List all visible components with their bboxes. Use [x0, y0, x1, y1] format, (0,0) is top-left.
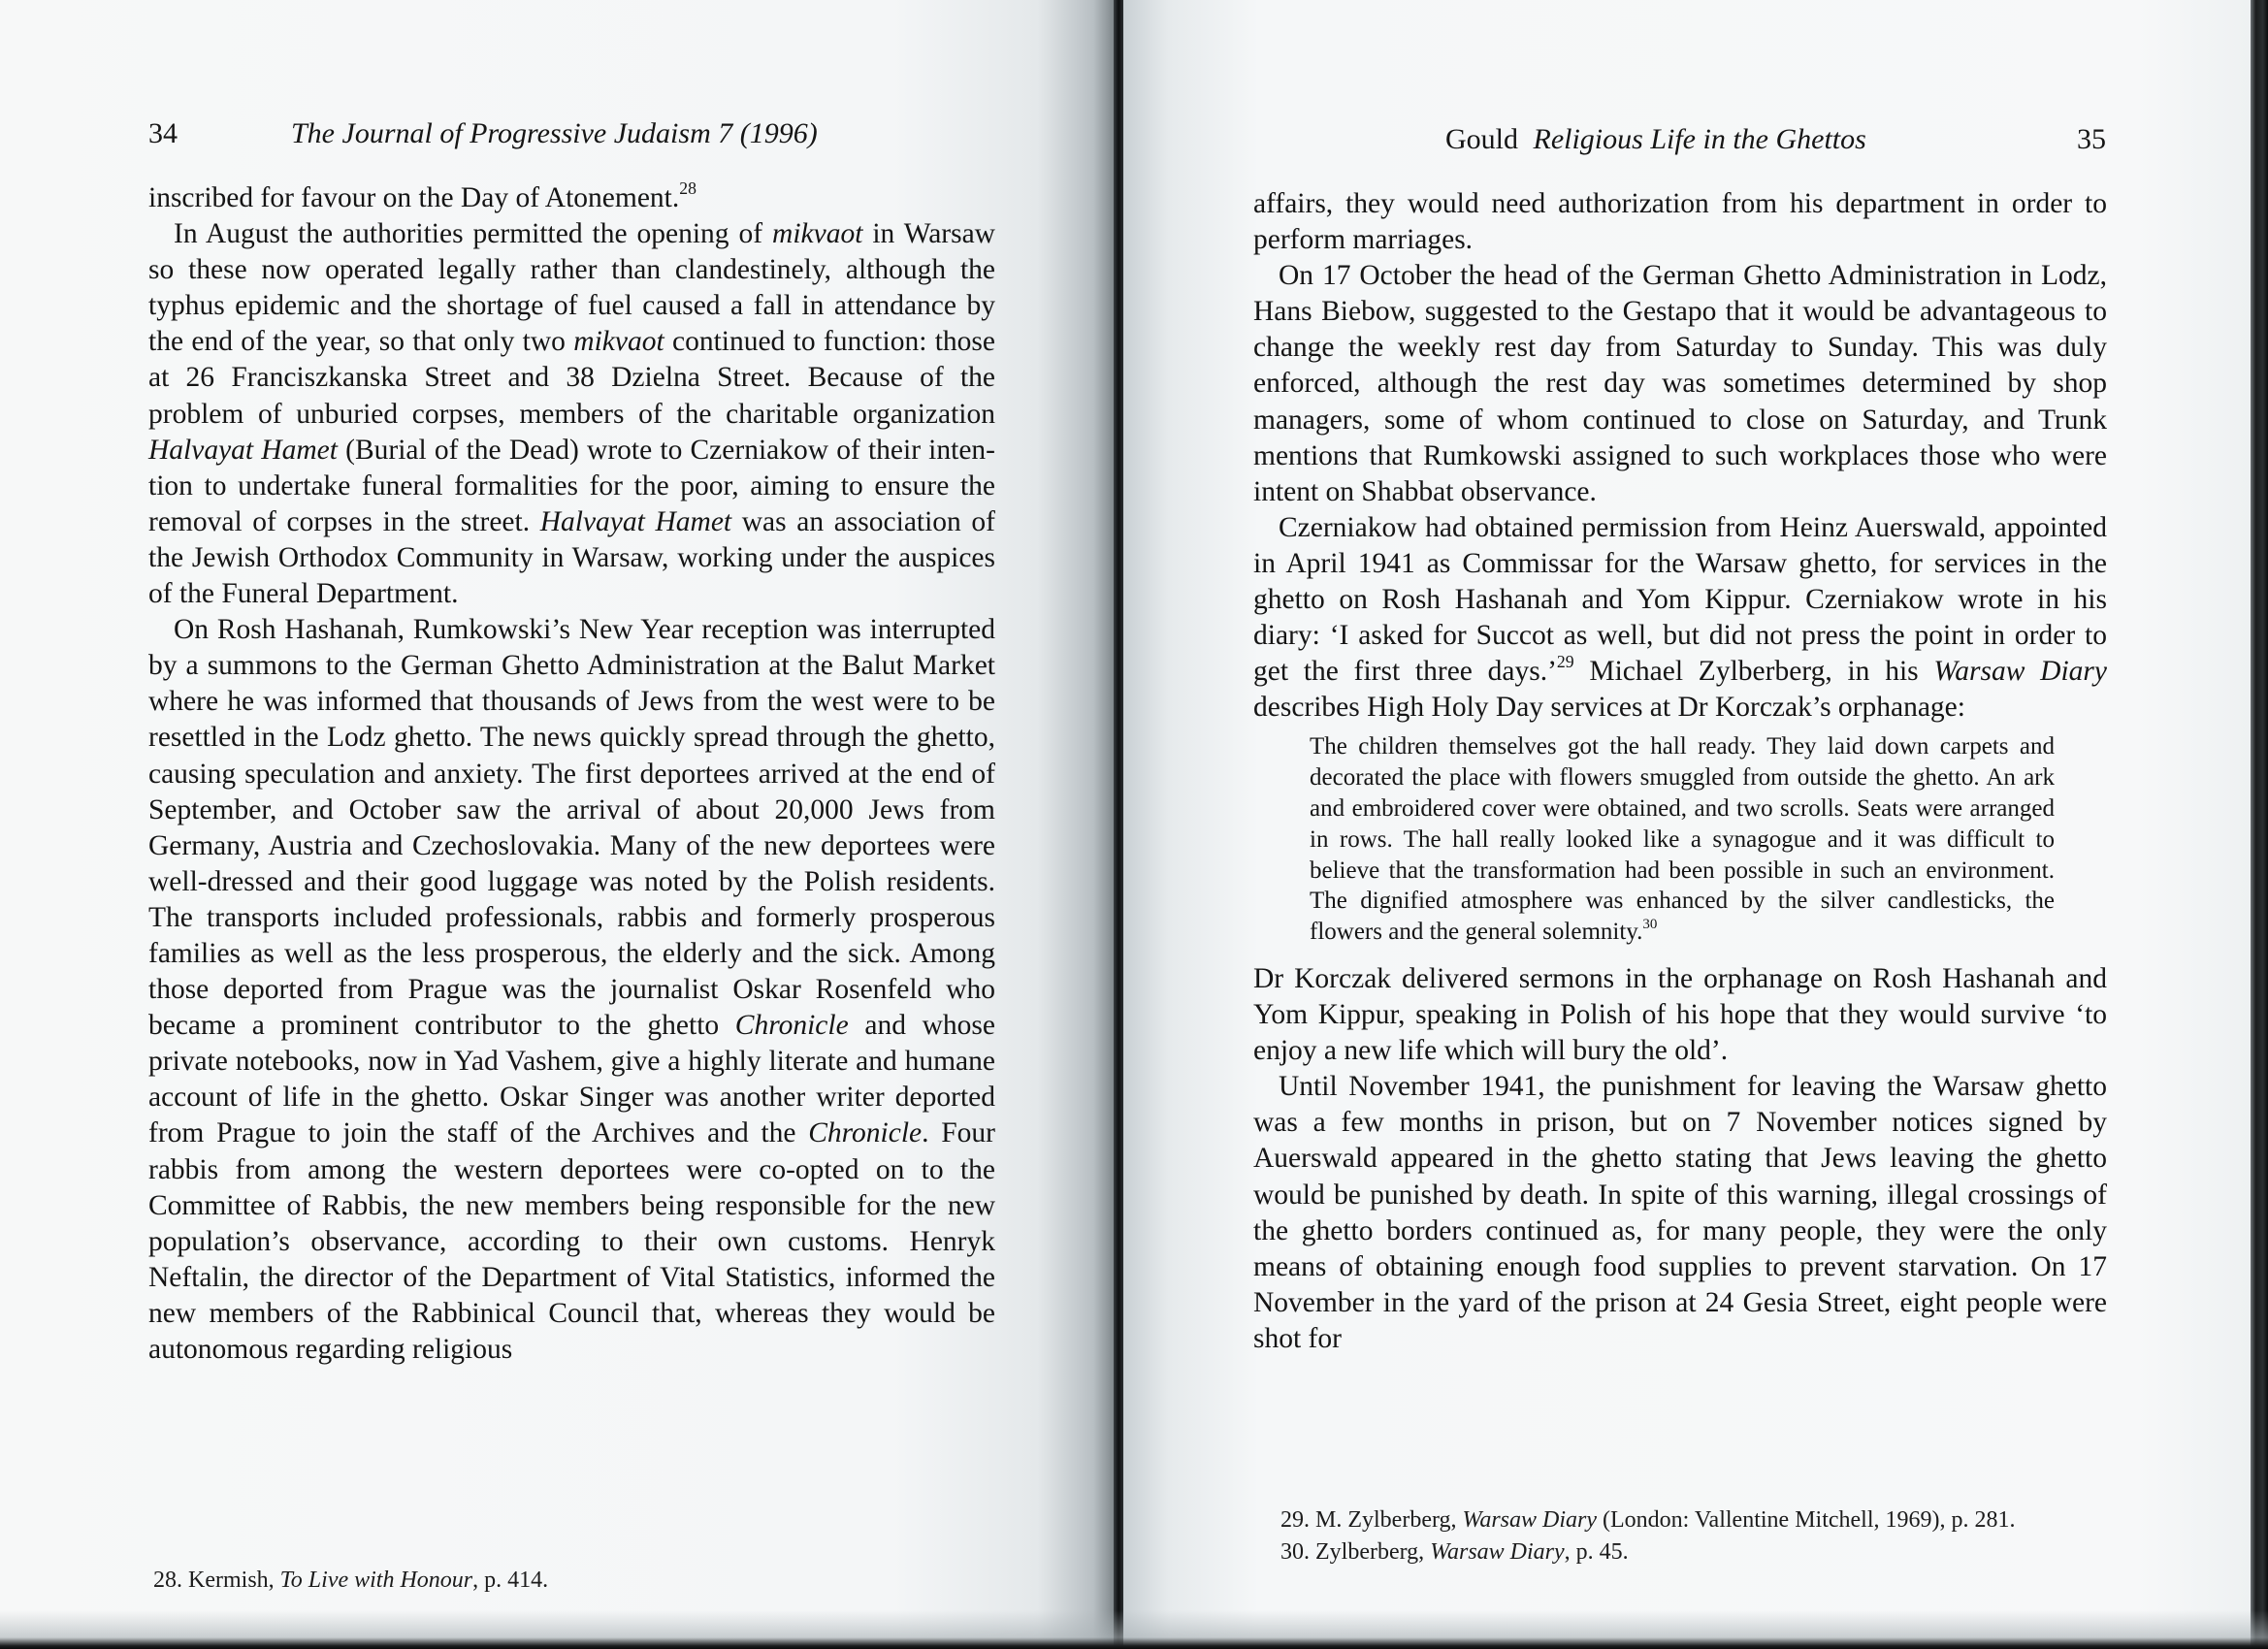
- running-head-author: Gould: [1445, 123, 1518, 155]
- text-run: Dr Korczak delivered sermons in the orphanage on Rosh Hashanah and Yom Kippur, speaking in Polish of his hope that they would survive ‘to enjoy a new life which will bury the old’.: [1253, 962, 2107, 1067]
- left-page: [0, 0, 1116, 1649]
- text-run: Michael Zylberberg, in his: [1573, 656, 1934, 688]
- italic-term: To Live with Honour: [279, 1568, 473, 1593]
- text-run: 28. Kermish,: [153, 1568, 280, 1593]
- text-run: inscribed for favour on the Day of Atonement.: [148, 182, 680, 213]
- text-run: describes High Holy Day services at Dr Korczak’s orphanage:: [1253, 692, 1965, 724]
- footnote: [153, 1565, 1007, 1597]
- block-quote: [1310, 731, 2055, 948]
- text-run: Czerniakow had obtained permission from Heinz Auerswald, appointed in April 1941 as Commissar for the Warsaw ghetto, for services in the ghetto on Rosh Hashanah and Yom Kippur. Czerniakow wrote in his diary: ‘I asked for Succot as well, but did not press the point in order to get the first three days.’: [1253, 511, 2107, 688]
- italic-term: Warsaw Diary: [1462, 1507, 1597, 1533]
- text-run: was an association of the Jewish Orthodox Community in Warsaw, working under the auspices of the Funeral Department.: [148, 505, 996, 610]
- text-run: In August the authorities permitted the opening of: [174, 218, 773, 250]
- text-run: (Burial of the Dead) wrote to Czerniakow of their intention to undertake funeral formalities for the poor, aiming to ensure the removal of corpses in the street.: [148, 434, 995, 537]
- text-run: On Rosh Hashanah, Rumkowski’s New Year reception was interrupted by a summons to the German Ghetto Administration at the Balut Market where he was informed that thousands of Jews from the west were to be resettled in the Lodz ghetto. The news quickly spread through the ghetto, causing speculation and anxiety. The first deportees arrived at the end of September, and October saw the arrival of about 20,000 Jews from Germany, Austria and Czechoslovakia. Many of the new deportees were well-dressed and their good luggage was noted by the Polish residents. The transports included professionals, rabbis and formerly prosperous families as well as the less prosperous, the elderly and the sick. Among those deported from Prague was the journalist Oskar Rosenfeld who became a prominent contributor to the ghetto: [148, 614, 995, 1042]
- footnote-reference: 28: [679, 178, 697, 198]
- text-run: (London: Vallentine Mitchell, 1969), p. 281.: [1597, 1507, 2016, 1533]
- page-edge: [2251, 0, 2268, 1649]
- right-body-text: [1253, 186, 2107, 1357]
- paragraph: [148, 180, 995, 216]
- left-body-text: [148, 180, 995, 1368]
- running-head: [1445, 123, 1866, 156]
- italic-term: mikvaot: [573, 326, 664, 358]
- footnote-reference: 30: [1642, 916, 1658, 932]
- text-run: and whose private notebooks, now in Yad Vashem, give a highly literate and humane account of life in the ghetto. Oskar Singer was another writer deported from Prague to join the staff of the Archives and the: [148, 1010, 995, 1149]
- running-head-title: The Journal of Progressive Judaism 7 (1996): [291, 117, 818, 149]
- paragraph: [1253, 186, 2107, 258]
- right-footnotes: [1253, 1504, 2107, 1568]
- text-run: continued to function: those at 26 Franciszkanska Street and 38 Dzielna Street. Because of the problem of unburied corpses, members of the charitable organization: [148, 326, 995, 430]
- left-footnotes: [153, 1565, 1007, 1597]
- footnote-reference: 29: [1556, 651, 1574, 671]
- running-head: [291, 117, 818, 150]
- scan-bottom-shadow: [0, 1610, 2268, 1649]
- text-run: Until November 1941, the punishment for leaving the Warsaw ghetto was a few months in prison, but on 7 November notices signed by Auerswald appeared in the ghetto stating that Jews leaving the ghetto would be punished by death. In spite of this warning, illegal crossings of the ghetto borders continued as, for many people, they were the only means of obtaining enough food supplies to prevent starvation. On 17 November in the yard of the prison at 24 Gesia Street, eight people were shot for: [1253, 1071, 2107, 1354]
- text-run: On 17 October the head of the German Ghetto Administration in Lodz, Hans Biebow, suggested to the Gestapo that it would be advantageous to change the weekly rest day from Saturday to Sunday. This was duly enforced, although the rest day was sometimes determined by shop managers, some of whom continued to close on Saturday, and Trunk mentions that Rumkowski assigned to such workplaces those who were intent on Shabbat observance.: [1253, 260, 2107, 507]
- paragraph: [1253, 1069, 2107, 1357]
- paragraph: [1253, 961, 2107, 1069]
- italic-term: Halvayat Hamet: [539, 505, 732, 537]
- book-gutter: [1114, 0, 1123, 1649]
- italic-term: mikvaot: [772, 218, 863, 250]
- footnote: [1253, 1536, 2107, 1568]
- italic-term: Chronicle: [808, 1117, 923, 1149]
- italic-term: Warsaw Diary: [1933, 656, 2108, 688]
- text-run: , p. 45.: [1564, 1539, 1629, 1565]
- italic-term: Warsaw Diary: [1430, 1539, 1565, 1565]
- text-run: affairs, they would need authorization from his department in order to perform marriages.: [1253, 188, 2107, 256]
- text-run: . Four rabbis from among the western deportees were co-opted on to the Committee of Rabbis, the new members being responsible for the new population’s observance, according to their own customs. Henryk Neftalin, the director of the Department of Vital Statistics, informed the new members of the Rabbinical Council that, whereas they would be autonomous regarding religious: [148, 1117, 995, 1365]
- text-run: 30. Zylberberg,: [1280, 1539, 1431, 1565]
- italic-term: Chronicle: [734, 1010, 849, 1042]
- page-number: 34: [148, 117, 178, 149]
- paragraph: [1253, 258, 2107, 510]
- paragraph: [148, 216, 995, 612]
- right-page: [1123, 0, 2251, 1649]
- text-run: in Warsaw so these now operated legally rather than clandestinely, although the typhus epidemic and the shortage of fuel caused a fall in attendance by the end of the year, so that only two: [148, 218, 995, 358]
- text-run: The children themselves got the hall ready. They laid down carpets and decorated the place with flowers smuggled from outside the ghetto. An ark and embroidered cover were obtained, and two scrolls. Seats were arranged in rows. The hall really looked like a synagogue and it was difficult to believe that the transformation had been possible in such an environment. The dignified atmosphere was enhanced by the silver candlesticks, the flowers and the general solemnity.: [1310, 733, 2055, 946]
- italic-term: Halvayat Hamet: [148, 434, 338, 466]
- text-run: 29. M. Zylberberg,: [1280, 1507, 1463, 1533]
- paragraph: [148, 612, 995, 1368]
- text-run: , p. 414.: [472, 1568, 549, 1593]
- running-head-title: Religious Life in the Ghettos: [1533, 123, 1866, 155]
- footnote: [1253, 1504, 2107, 1536]
- paragraph: [1253, 510, 2107, 727]
- page-number: 35: [2077, 123, 2106, 155]
